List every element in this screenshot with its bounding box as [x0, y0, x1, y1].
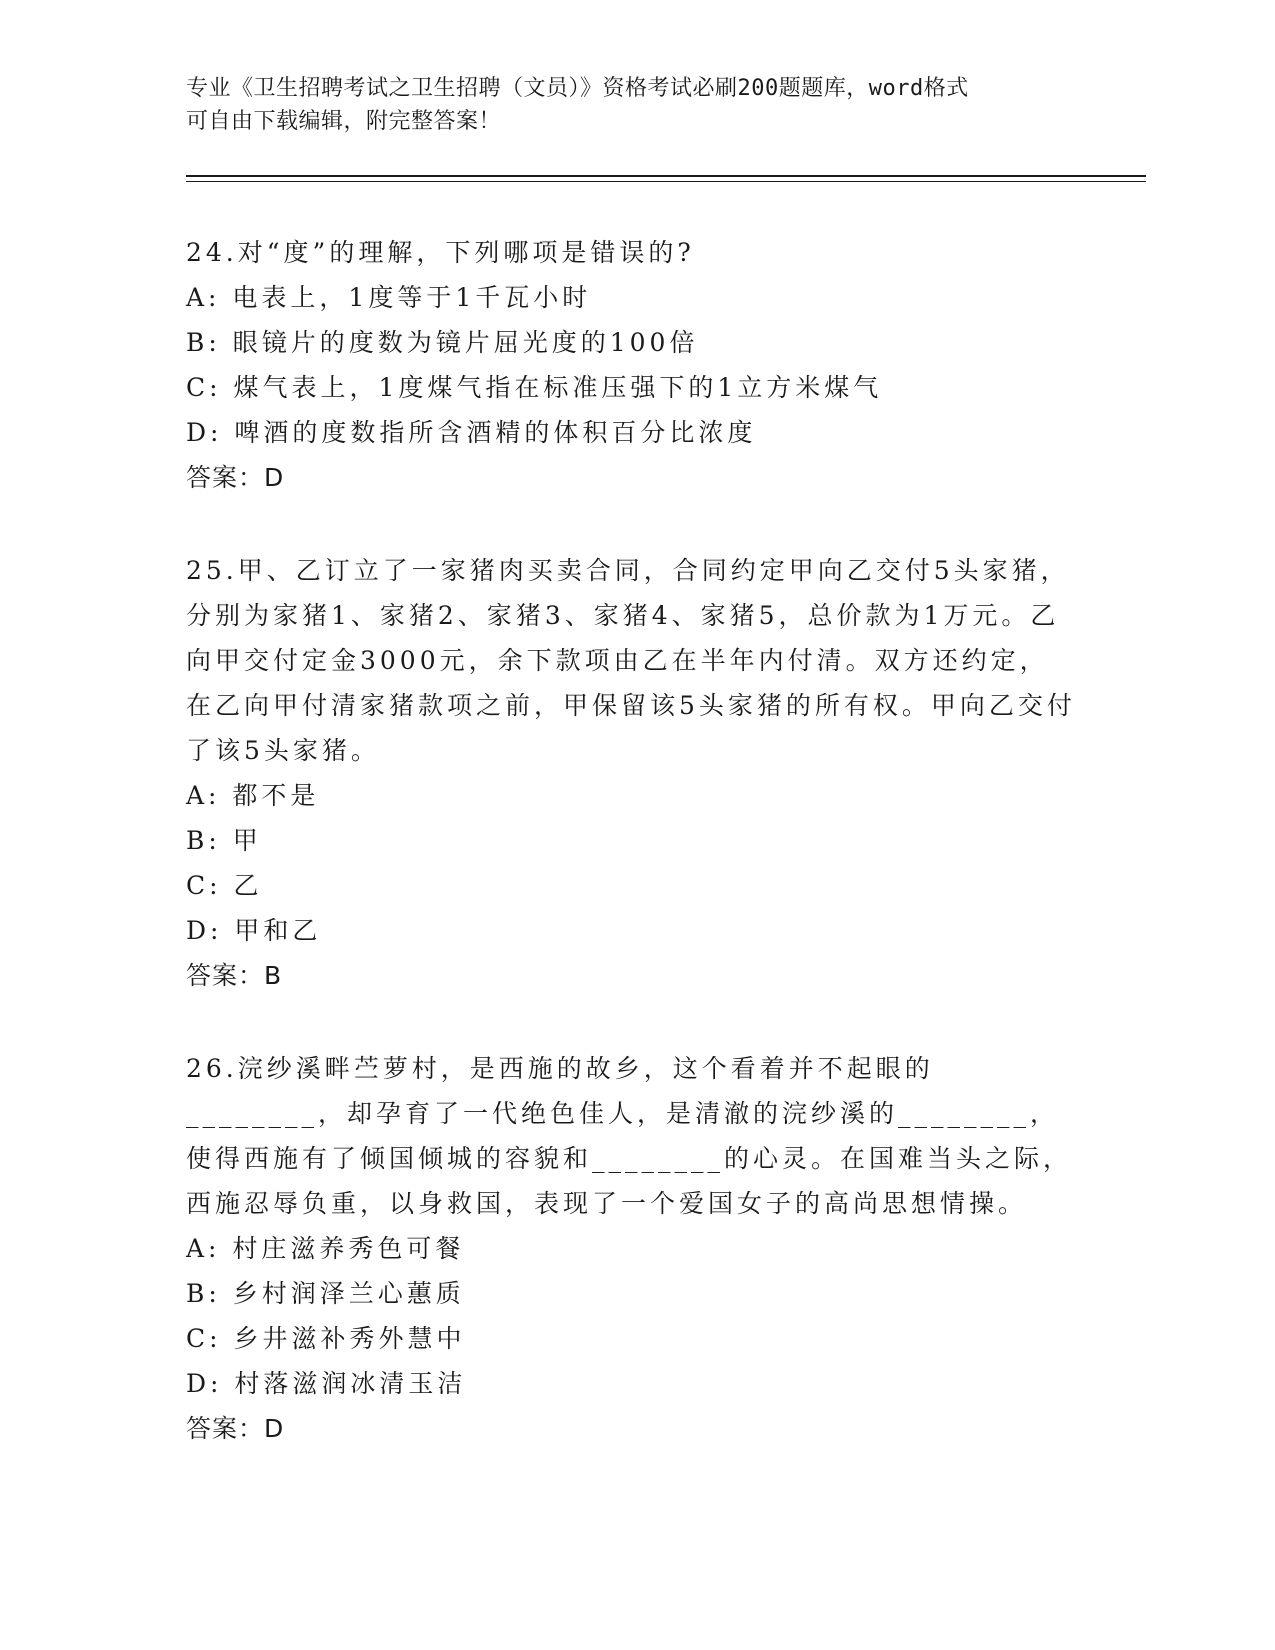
- header-line-2: 可自由下载编辑，附完整答案！: [186, 109, 502, 134]
- header-divider: [186, 175, 1146, 177]
- header-divider-thin: [186, 181, 1146, 182]
- question-25: [186, 548, 1076, 998]
- question-24: [186, 230, 1076, 500]
- option-a: A: 村庄滋养秀色可餐: [186, 1234, 465, 1263]
- option-b: B: 眼镜片的度数为镜片屈光度的100倍: [186, 328, 699, 357]
- option-d: D: 村落滋润冰清玉洁: [186, 1369, 467, 1398]
- question-stem: 26.浣纱溪畔苎萝村，是西施的故乡，这个看着并不起眼的________，却孕育了一代绝色佳人，是清澈的浣纱溪的________，使得西施有了倾国倾城的容貌和________的心灵。在国难当头之际，西施忍辱负重，以身救国，表现了一个爱国女子的高尚思想情操。: [186, 1054, 1073, 1218]
- option-a: A: 电表上，1度等于1千瓦小时: [186, 283, 592, 312]
- option-c: C: 乡井滋补秀外慧中: [186, 1324, 466, 1353]
- option-d: D: 啤酒的度数指所含酒精的体积百分比浓度: [186, 418, 757, 447]
- answer: 答案：D: [186, 463, 285, 492]
- option-c: C: 煤气表上，1度煤气指在标准压强下的1立方米煤气: [186, 373, 883, 402]
- question-list: [186, 230, 1076, 1499]
- question-26: [186, 1046, 1076, 1451]
- option-d: D: 甲和乙: [186, 916, 322, 945]
- document-header: [186, 72, 1066, 138]
- question-stem: 25.甲、乙订立了一家猪肉买卖合同，合同约定甲向乙交付5头家猪，分别为家猪1、家猪2、家猪3、家猪4、家猪5，总价款为1万元。乙向甲交付定金3000元，余下款项由乙在半年内付清。双方还约定，在乙向甲付清家猪款项之前，甲保留该5头家猪的所有权。甲向乙交付了该5头家猪。: [186, 556, 1076, 765]
- option-b: B: 甲: [186, 826, 262, 855]
- header-line-1: 专业《卫生招聘考试之卫生招聘（文员）》资格考试必刷200题题库，word格式: [186, 76, 969, 101]
- option-c: C: 乙: [186, 871, 263, 900]
- answer: 答案：B: [186, 961, 283, 990]
- question-stem: 24.对“度”的理解，下列哪项是错误的?: [186, 238, 695, 267]
- option-a: A: 都不是: [186, 781, 320, 810]
- answer: 答案：D: [186, 1414, 285, 1443]
- option-b: B: 乡村润泽兰心蕙质: [186, 1279, 465, 1308]
